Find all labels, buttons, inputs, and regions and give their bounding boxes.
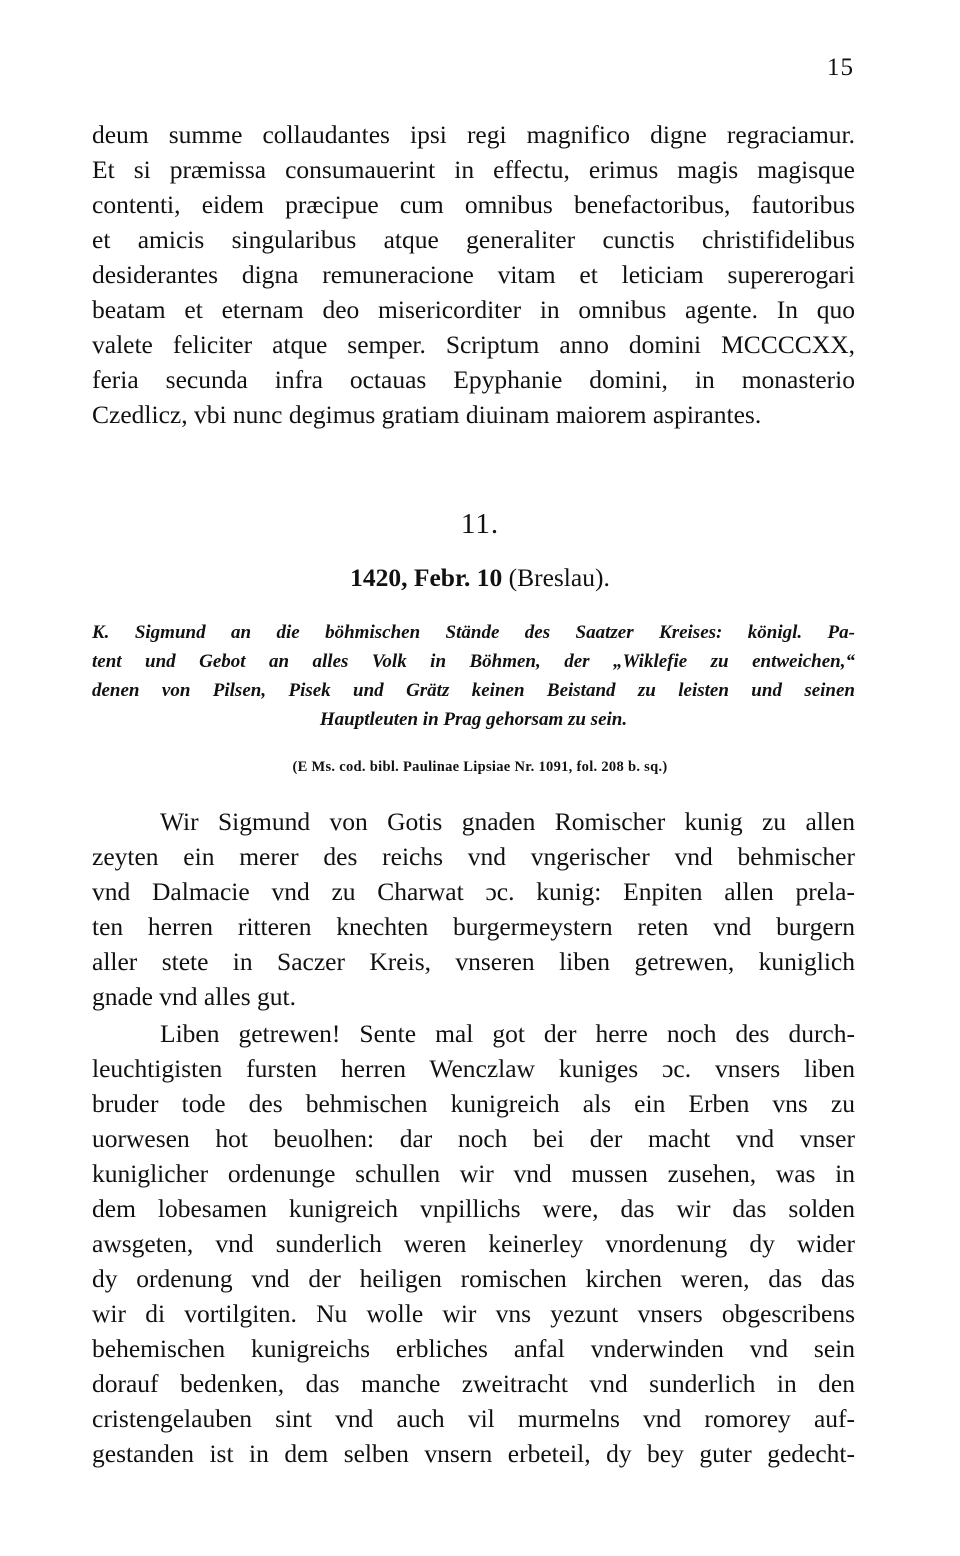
summary-line: denen von Pilsen, Pisek und Grätz keinen Beistand zu leisten und seinen xyxy=(92,680,855,701)
text-line: awsgeten, vnd sunderlich weren keinerley vnordenung dy wider xyxy=(92,1229,855,1258)
text-line: wir di vortilgiten. Nu wolle wir vns yezunt vnsers obgescribens xyxy=(92,1299,855,1328)
summary-line: K. Sigmund an die böhmischen Stände des Saatzer Kreises: königl. Pa- xyxy=(92,622,855,643)
text-line: kuniglicher ordenunge schullen wir vnd mussen zusehen, was in xyxy=(92,1159,855,1188)
body-paragraph-1 xyxy=(92,804,855,1014)
document-number: 11. xyxy=(460,508,500,540)
text-line: aller stete in Saczer Kreis, vnseren liben getrewen, kuniglich xyxy=(92,947,855,976)
text-line: vnd Dalmacie vnd zu Charwat ɔc. kunig: Enpiten allen prela- xyxy=(92,877,855,906)
text-line: valete feliciter atque semper. Scriptum anno domini MCCCCXX, xyxy=(92,330,855,359)
text-line: ten herren ritteren knechten burgermeystern reten vnd burgern xyxy=(92,912,855,941)
body-paragraph-2 xyxy=(92,1016,855,1471)
text-line: zeyten ein merer des reichs vnd vngerischer vnd behmischer xyxy=(92,842,855,871)
text-line: gnade vnd alles gut. xyxy=(92,982,296,1011)
page-number: 15 xyxy=(827,54,854,81)
text-line: Et si præmissa consumauerint in effectu, erimus magis magisque xyxy=(92,155,855,184)
text-line: dem lobesamen kunigreich vnpillichs were, das wir das solden xyxy=(92,1194,855,1223)
text-line: dy ordenung vnd der heiligen romischen kirchen weren, das das xyxy=(92,1264,855,1293)
source-citation: (E Ms. cod. bibl. Paulinae Lipsiae Nr. 1091, fol. 208 b. sq.) xyxy=(292,759,668,775)
top-paragraph xyxy=(92,117,855,432)
document-date-value: 1420, Febr. 10 xyxy=(350,563,503,592)
summary-line: tent und Gebot an alles Volk in Böhmen, der „Wiklefie zu entweichen,“ xyxy=(92,651,855,672)
text-line: behemischen kunigreichs erbliches anfal vnderwinden vnd sein xyxy=(92,1334,855,1363)
text-line: dorauf bedenken, das manche zweitracht vnd sunderlich in den xyxy=(92,1369,855,1398)
text-line: cristengelauben sint vnd auch vil murmelns vnd romorey auf- xyxy=(92,1404,855,1433)
text-line: bruder tode des behmischen kunigreich als ein Erben vns zu xyxy=(92,1089,855,1118)
text-line: desiderantes digna remuneracione vitam et leticiam supererogari xyxy=(92,260,855,289)
text-line: uorwesen hot beuolhen: dar noch bei der macht vnd vnser xyxy=(92,1124,855,1153)
summary-line: Hauptleuten in Prag gehorsam zu sein. xyxy=(319,709,628,730)
text-line: Liben getrewen! Sente mal got der herre noch des durch- xyxy=(160,1019,855,1048)
text-line: beatam et eternam deo misericorditer in omnibus agente. In quo xyxy=(92,295,855,324)
text-line: gestanden ist in dem selben vnsern erbeteil, dy bey guter gedecht- xyxy=(92,1439,855,1468)
document-summary xyxy=(92,618,855,734)
text-line: contenti, eidem præcipue cum omnibus benefactoribus, fautoribus xyxy=(92,190,855,219)
document-date xyxy=(0,563,960,593)
text-line: Wir Sigmund von Gotis gnaden Romischer kunig zu allen xyxy=(160,807,855,836)
text-line: et amicis singularibus atque generaliter cunctis christifidelibus xyxy=(92,225,855,254)
text-line: leuchtigisten fursten herren Wenczlaw kuniges ɔc. vnsers liben xyxy=(92,1054,855,1083)
text-line: Czedlicz, vbi nunc degimus gratiam diuinam maiorem aspirantes. xyxy=(92,400,762,429)
text-line: deum summe collaudantes ipsi regi magnifico digne regraciamur. xyxy=(92,120,855,149)
text-line: feria secunda infra octauas Epyphanie domini, in monasterio xyxy=(92,365,855,394)
document-place: (Breslau). xyxy=(508,563,610,592)
